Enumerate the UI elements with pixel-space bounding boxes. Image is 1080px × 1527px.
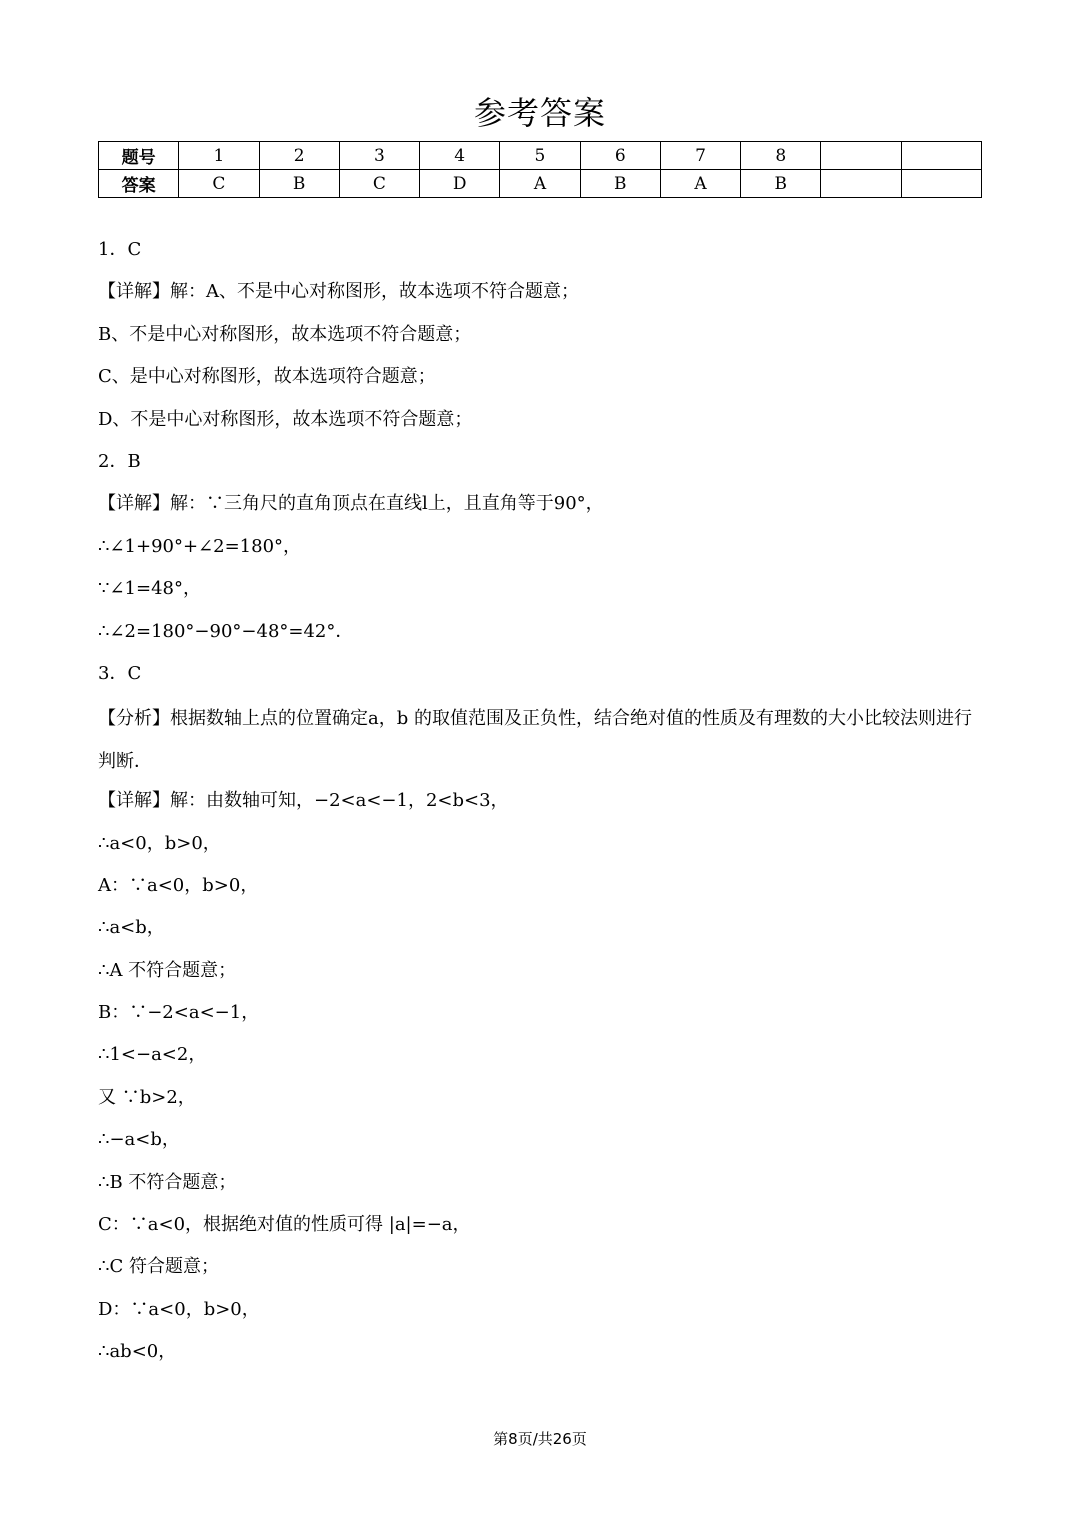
table-cell: D — [420, 170, 500, 198]
text-line: 【详解】解：A、不是中心对称图形，故本选项不符合题意； — [98, 281, 579, 303]
page-footer: 第8页/共26页 — [493, 1430, 587, 1448]
table-cell: B — [259, 170, 339, 198]
table-cell: 7 — [660, 142, 740, 170]
text-line: ∴a<0，b>0， — [98, 832, 221, 854]
text-line: 【详解】解：∵三角尺的直角顶点在直线l上，且直角等于90°， — [98, 493, 604, 515]
text-line: C：∵a<0，根据绝对值的性质可得 |a|=−a， — [98, 1214, 471, 1236]
text-line: ∴1<−a<2， — [98, 1044, 207, 1066]
table-cell: 1 — [179, 142, 259, 170]
answer-table — [98, 141, 982, 198]
table-cell: 3 — [339, 142, 419, 170]
text-line: B：∵−2<a<−1， — [98, 1002, 260, 1024]
text-line: B、不是中心对称图形，故本选项不符合题意； — [98, 323, 472, 345]
table-row-numbers — [99, 142, 982, 170]
table-cell — [901, 170, 981, 198]
text-line: ∴∠2=180°−90°−48°=42°． — [98, 620, 354, 642]
table-cell: A — [660, 170, 740, 198]
text-line: ∴A 不符合题意； — [98, 959, 237, 981]
text-line: A：∵a<0，b>0， — [98, 874, 259, 896]
solution-body — [98, 232, 982, 1377]
table-cell: B — [580, 170, 660, 198]
text-line: 2．B — [98, 450, 141, 472]
table-cell — [821, 142, 901, 170]
table-cell: 2 — [259, 142, 339, 170]
table-cell: B — [741, 170, 821, 198]
row-label-number: 题号 — [99, 142, 179, 170]
text-line: D、不是中心对称图形，故本选项不符合题意； — [98, 408, 473, 430]
text-line: 又 ∵b>2， — [98, 1086, 196, 1108]
table-cell: C — [179, 170, 259, 198]
row-label-answer: 答案 — [99, 170, 179, 198]
table-cell — [901, 142, 981, 170]
text-line: ∴a<b， — [98, 917, 165, 939]
table-cell: 8 — [741, 142, 821, 170]
table-row-answers — [99, 170, 982, 198]
text-line: 3．C — [98, 662, 142, 684]
table-cell — [821, 170, 901, 198]
text-line: 【详解】解：由数轴可知，−2<a<−1，2<b<3， — [98, 790, 509, 812]
text-line: ∴B 不符合题意； — [98, 1171, 237, 1193]
table-cell: A — [500, 170, 580, 198]
page-title: 参考答案 — [473, 94, 606, 132]
table-cell: 6 — [580, 142, 660, 170]
table-cell: 4 — [420, 142, 500, 170]
text-line: ∴∠1+90°+∠2=180°， — [98, 535, 302, 557]
text-line: 1．C — [98, 239, 142, 260]
table-cell: C — [339, 170, 419, 198]
text-line: ∴C 符合题意； — [98, 1256, 219, 1278]
text-line: ∴ab<0， — [98, 1341, 177, 1363]
text-line: C、是中心对称图形，故本选项符合题意； — [98, 366, 436, 388]
text-line: D：∵a<0，b>0， — [98, 1298, 260, 1320]
table-cell: 5 — [500, 142, 580, 170]
text-line: ∵∠1=48°， — [98, 578, 201, 600]
text-line: ∴−a<b， — [98, 1129, 180, 1151]
text-paragraph: 【分析】根据数轴上点的位置确定a，b 的取值范围及正负性，结合绝对值的性质及有理数的大小比较法则进行判断． — [98, 708, 972, 772]
